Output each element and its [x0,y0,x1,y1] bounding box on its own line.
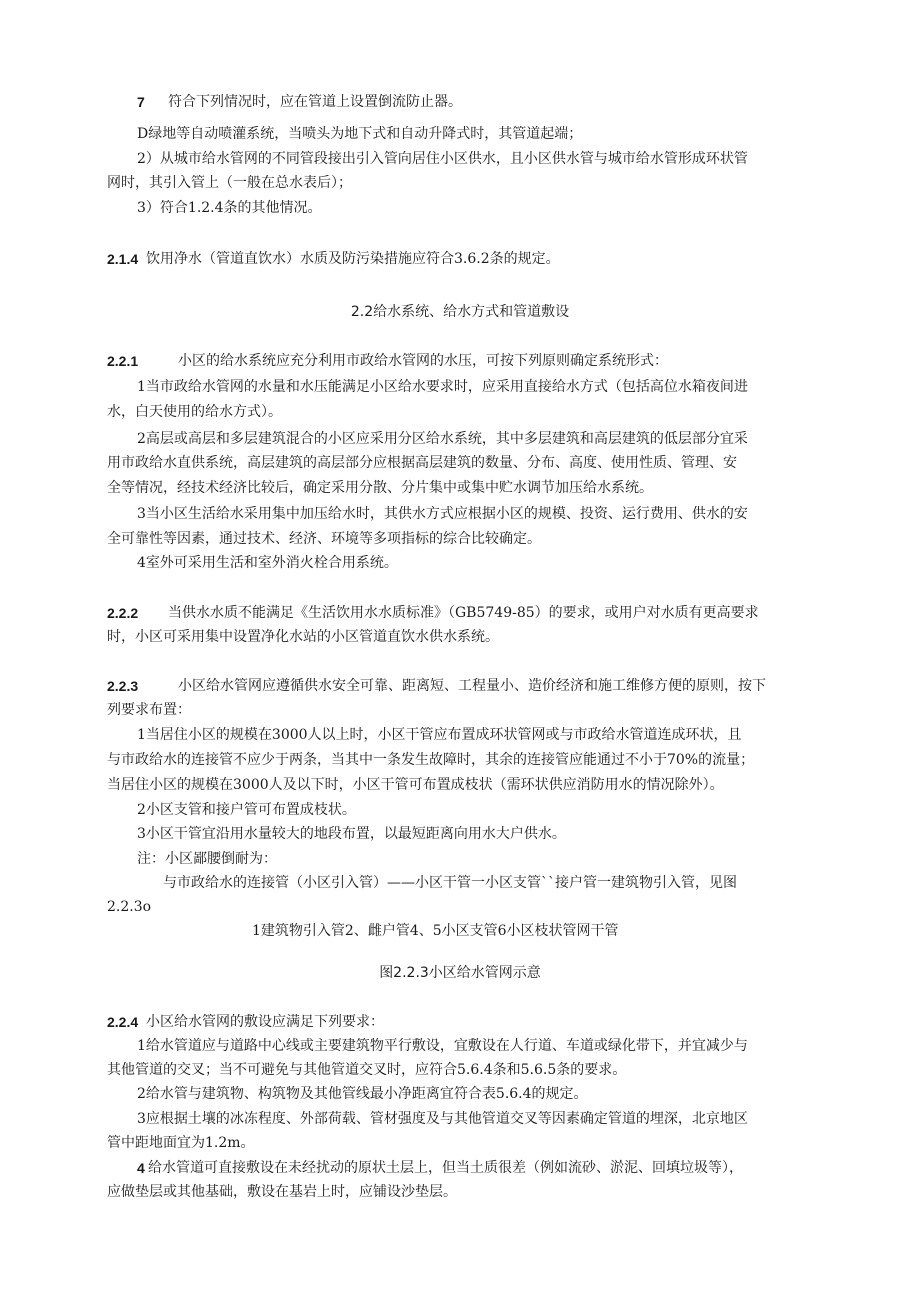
paragraph-line: 3）符合1.2.4条的其他情况。 [137,200,322,216]
paragraph-line: 其他管道的交叉；当不可避免与其他管道交叉时，应符合5.6.4条和5.6.5条的要求。 [107,1062,627,1078]
item-number: 4 [137,1160,145,1176]
section-heading: 2.2给水系统、给水方式和管道敷设 [350,304,570,320]
paragraph-line: 用市政给水直供系统，高层建筑的高层部分应根据高层建筑的数量、分布、高度、使用性质、管理、安 [107,455,737,471]
paragraph-line: 全等情况，经技术经济比较后，确定采用分散、分片集中或集中贮水调节加压给水系统。 [107,480,653,496]
paragraph-line: 符合下列情况时，应在管道上设置倒流防止器。 [168,94,462,110]
paragraph-line: 2.2.3o [107,899,152,915]
paragraph-line: 3当小区生活给水采用集中加压给水时，其供水方式应根据小区的规模、投资、运行费用、供水的安 [137,506,748,522]
paragraph-line: 2）从城市给水管网的不同管段接出引入管向居住小区供水，且小区供水管与城市给水管形成环状管 [137,151,748,167]
paragraph-line: 网时，其引入管上（一般在总水表后）； [107,175,352,191]
clause-number: 2.1.4 [107,251,139,267]
paragraph-line: 与市政给水的连接管（小区引入管）——小区干管一小区支管``接户管一建筑物引入管，见图 [163,875,737,891]
clause-number: 2.2.3 [107,678,139,694]
paragraph-line: 饮用净水（管道直饮水）水质及防污染措施应符合3.6.2条的规定。 [146,251,560,267]
paragraph-line: 1当居住小区的规模在3000人以上时，小区干管应布置成环状管网或与市政给水管道连成环状，且 [137,727,742,743]
figure-caption: 图2.2.3小区给水管网示意 [379,965,541,981]
paragraph-line: 3小区干管宜沿用水量较大的地段布置，以最短距离向用水大户供水。 [137,826,566,842]
paragraph-line: 小区的给水系统应充分利用市政给水管网的水压，可按下列原则确定系统形式： [178,353,668,369]
paragraph-line: 4室外可采用生活和室外消火栓合用系统。 [137,555,398,571]
paragraph-line: 3应根据土壤的冰冻程度、外部荷载、管材强度及与其他管道交叉等因素确定管道的埋深，北京地区 [137,1111,748,1127]
item-number: 7 [137,94,145,110]
paragraph-line: D绿地等自动喷灌系统，当喷头为地下式和自动升降式时，其管道起端； [137,126,583,142]
paragraph-line: 当供水水质不能满足《生活饮用水水质标准》（GB5749-85）的要求，或用户对水质有更高要求 [168,605,759,621]
note-label: 注：小区鄙腰倒耐为： [137,851,277,867]
paragraph-line: 全可靠性等因素，通过技术、经济、环境等多项指标的综合比较确定。 [107,531,541,547]
paragraph-line: 与市政给水的连接管不应少于两条，当其中一条发生故障时，其余的连接管应能通过不小于70%的流量； [107,752,755,768]
clause-number: 2.2.1 [107,353,139,369]
figure-legend: 1建筑物引入管2、雌户管4、5小区支管6小区枝状管网干管 [252,923,619,939]
paragraph-line: 1当市政给水管网的水量和水压能满足小区给水要求时，应采用直接给水方式（包括高位水箱夜间进 [137,379,748,395]
paragraph-line: 2小区支管和接户管可布置成枝状。 [137,802,356,818]
clause-number: 2.2.2 [107,605,139,621]
paragraph-line: 给水管道可直接敷设在未经扰动的原状土层上，但当土质很差（例如流砂、淤泥、回填垃圾等）， [148,1160,743,1176]
clause-number: 2.2.4 [107,1014,139,1030]
paragraph-line: 小区给水管网应遵循供水安全可靠、距离短、工程量小、造价经济和施工维修方便的原则，按下 [178,678,766,694]
paragraph-line: 2高层或高层和多层建筑混合的小区应采用分区给水系统，其中多层建筑和高层建筑的低层部分宜采 [137,431,748,447]
paragraph-line: 管中距地面宜为1.2m。 [107,1135,255,1151]
paragraph-line: 时，小区可采用集中设置净化水站的小区管道直饮水供水系统。 [107,629,499,645]
paragraph-line: 1给水管道应与道路中心线或主要建筑物平行敷设，宜敷设在人行道、车道或绿化带下，并宜减少与 [137,1038,748,1054]
paragraph-line: 水，白天使用的给水方式）。 [107,404,282,420]
paragraph-line: 当居住小区的规模在3000人及以下时，小区干管可布置成枝状（需环状供应消防用水的情况除外）。 [107,777,724,793]
paragraph-line: 2给水管与建筑物、构筑物及其他管线最小净距离宜符合表5.6.4的规定。 [137,1086,588,1102]
paragraph-line: 应做垫层或其他基础，敷设在基岩上时，应铺设沙垫层。 [107,1184,457,1200]
paragraph-line: 小区给水管网的敷设应满足下列要求： [146,1014,384,1030]
paragraph-line: 列要求布置： [107,702,191,718]
